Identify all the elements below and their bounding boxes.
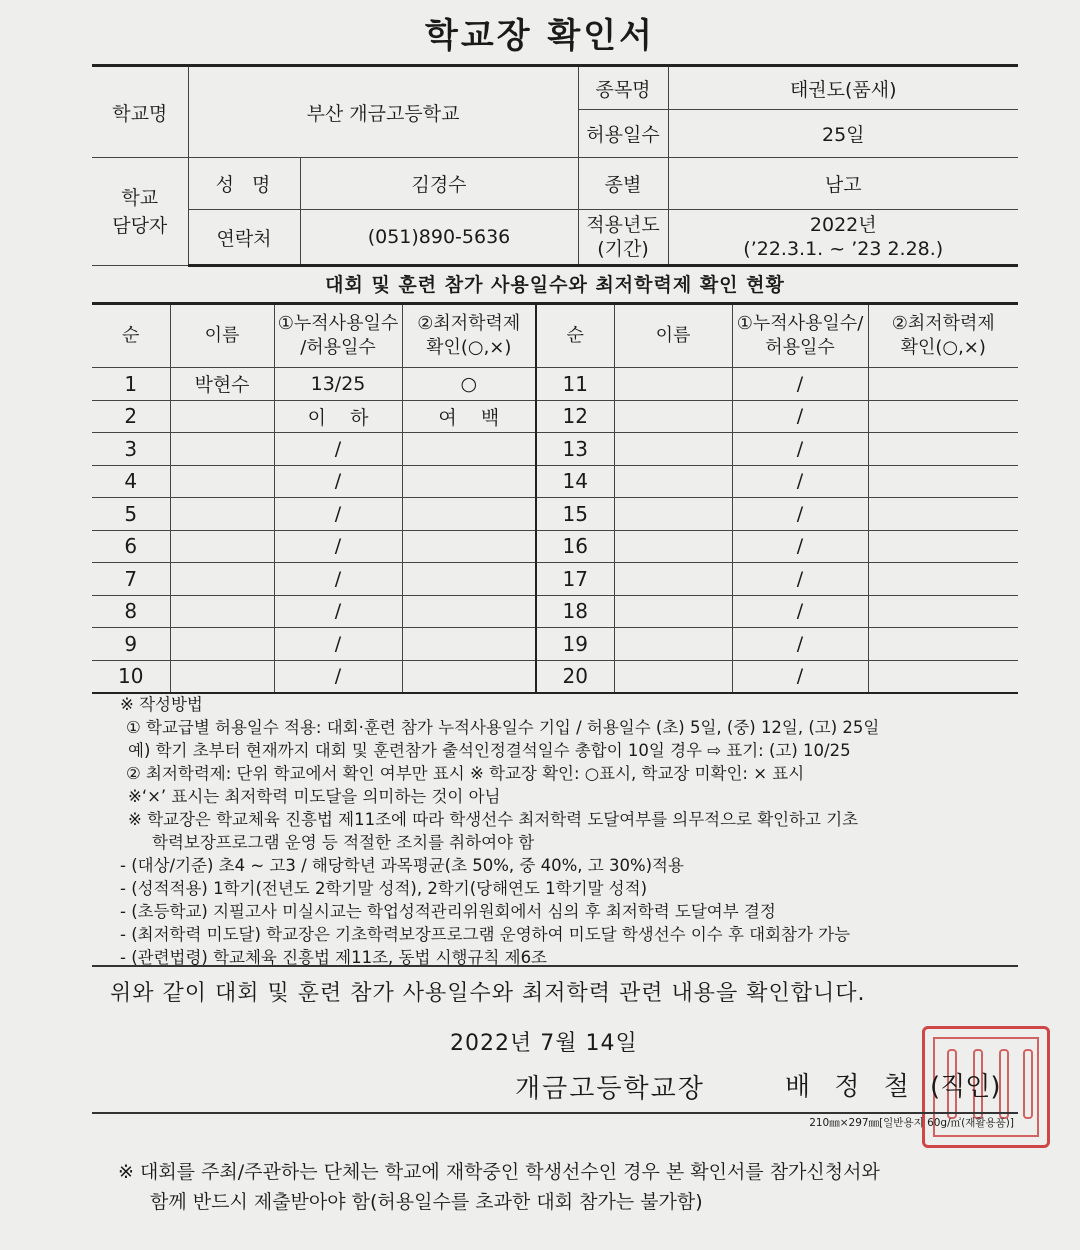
cell-check-right <box>868 530 1018 563</box>
cell-name-right <box>614 628 732 661</box>
cell-name <box>170 498 274 531</box>
cell-name: 박현수 <box>170 368 274 401</box>
cell-no-right: 17 <box>536 563 614 596</box>
instruction-line: 학력보장프로그램 운영 등 적절한 조치를 취하여야 함 <box>152 833 535 852</box>
header-usage-right-line1: ①누적사용일수/ <box>736 312 864 334</box>
school-value: 부산 개금고등학교 <box>188 66 578 158</box>
header-check-line2: 확인(○,×) <box>426 337 512 358</box>
instruction-line: - (초등학교) 지필고사 미실시교는 학업성적관리위원회에서 심의 후 최저학력 도달여부 결정 <box>120 902 776 921</box>
seal-glyph <box>1023 1049 1033 1119</box>
cell-no-right: 12 <box>536 400 614 433</box>
table-row <box>92 465 1018 498</box>
contact-value: (051)890-5636 <box>300 210 578 266</box>
cell-check <box>402 433 536 466</box>
table-row <box>92 400 1018 433</box>
cell-usage-right: / <box>732 400 868 433</box>
header-usage <box>274 304 402 368</box>
cell-usage: / <box>274 498 402 531</box>
cell-no-right: 11 <box>536 368 614 401</box>
cell-check-right <box>868 595 1018 628</box>
header-check-right-line1: ②최저학력제 <box>891 312 995 334</box>
cell-no: 1 <box>92 368 170 401</box>
cell-no-right: 13 <box>536 433 614 466</box>
footer-note <box>118 1157 1018 1217</box>
instruction-line: ※ 작성방법 <box>120 695 203 714</box>
staff-label: 학교 담당자 <box>92 158 188 266</box>
cell-check-right <box>868 400 1018 433</box>
cell-name-right <box>614 498 732 531</box>
instruction-line: - (대상/기준) 초4 ~ 고3 / 해당학년 과목평균(초 50%, 중 40%, 고 30%)적용 <box>120 856 684 875</box>
cell-check-right <box>868 498 1018 531</box>
cell-no: 4 <box>92 465 170 498</box>
cell-check-right <box>868 628 1018 661</box>
cell-usage-right: / <box>732 628 868 661</box>
header-no-right: 순 <box>536 304 614 368</box>
roster-table <box>92 302 1018 694</box>
cell-check <box>402 465 536 498</box>
cell-no-right: 14 <box>536 465 614 498</box>
cell-check: 여 백 <box>402 400 536 433</box>
cell-usage: / <box>274 433 402 466</box>
header-no: 순 <box>92 304 170 368</box>
principal-title: 개금고등학교장 <box>515 1074 705 1104</box>
cell-check-right <box>868 465 1018 498</box>
cell-no: 9 <box>92 628 170 661</box>
table-row <box>92 530 1018 563</box>
table-row <box>92 433 1018 466</box>
cell-usage: / <box>274 628 402 661</box>
cell-usage-right: / <box>732 368 868 401</box>
year-label <box>578 210 668 266</box>
cell-check-right <box>868 433 1018 466</box>
table-row <box>92 628 1018 661</box>
cell-name <box>170 628 274 661</box>
cell-check-right <box>868 660 1018 693</box>
seal-label: (직인) <box>930 1072 1001 1102</box>
cell-check-right <box>868 368 1018 401</box>
cell-name <box>170 530 274 563</box>
divider-line <box>92 965 1018 967</box>
paper-spec: 210㎜×297㎜[일반용지 60g/㎡(재활용품)] <box>809 1117 1014 1129</box>
header-usage-line1: ①누적사용일수 <box>277 312 399 334</box>
year-label-line2: (기간) <box>597 238 649 260</box>
instruction-line: ※‘×’ 표시는 최저학력 미도달을 의미하는 것이 아님 <box>128 787 501 806</box>
page-title: 학교장 확인서 <box>425 16 655 56</box>
cell-check <box>402 628 536 661</box>
cell-name <box>170 660 274 693</box>
cell-no-right: 16 <box>536 530 614 563</box>
cell-usage: / <box>274 465 402 498</box>
footer-line-1: ※ 대회를 주최/주관하는 단체는 학교에 재학중인 학생선수인 경우 본 확인서를 참가신청서와 <box>118 1161 880 1183</box>
cell-name-right <box>614 465 732 498</box>
year-label-line1: 적용년도 <box>586 214 660 236</box>
cell-usage-right: / <box>732 433 868 466</box>
header-usage-line2: /허용일수 <box>300 337 376 358</box>
cell-usage-right: / <box>732 595 868 628</box>
cell-check-right <box>868 563 1018 596</box>
cell-name <box>170 595 274 628</box>
name-value: 김경수 <box>300 158 578 210</box>
event-value: 태권도(품새) <box>668 66 1018 110</box>
cell-check <box>402 595 536 628</box>
cell-name-right <box>614 530 732 563</box>
cell-no: 6 <box>92 530 170 563</box>
instruction-line: ② 최저학력제: 단위 학교에서 확인 여부만 표시 ※ 학교장 확인: ○표시, 학교장 미확인: × 표시 <box>126 764 805 783</box>
table-row <box>92 498 1018 531</box>
allowed-label: 허용일수 <box>578 110 668 158</box>
year-value-line2: (’22.3.1. ~ ’23 2.28.) <box>743 238 944 260</box>
cell-name <box>170 400 274 433</box>
cell-no: 8 <box>92 595 170 628</box>
instruction-line: ① 학교급별 허용일수 적용: 대회·훈련 참가 누적사용일수 기입 / 허용일수 (초) 5일, (중) 12일, (고) 25일 <box>126 718 880 737</box>
cell-check <box>402 498 536 531</box>
cell-usage-right: / <box>732 660 868 693</box>
gender-label: 종별 <box>578 158 668 210</box>
cell-usage: / <box>274 530 402 563</box>
header-usage-right-line2: 허용일수 <box>765 337 835 358</box>
cell-no-right: 15 <box>536 498 614 531</box>
cell-usage: / <box>274 660 402 693</box>
school-label: 학교명 <box>92 66 188 158</box>
cell-check <box>402 660 536 693</box>
cell-name-right <box>614 400 732 433</box>
cell-no-right: 20 <box>536 660 614 693</box>
header-check-right-line2: 확인(○,×) <box>900 337 986 358</box>
footer-line-2: 함께 반드시 제출받아야 함(허용일수를 초과한 대회 참가는 불가함) <box>150 1191 703 1213</box>
cell-no: 2 <box>92 400 170 433</box>
cell-check <box>402 530 536 563</box>
cell-usage: / <box>274 563 402 596</box>
cell-no-right: 18 <box>536 595 614 628</box>
event-label: 종목명 <box>578 66 668 110</box>
header-check-right <box>868 304 1018 368</box>
cell-usage: 13/25 <box>274 368 402 401</box>
info-table <box>92 64 1018 267</box>
cell-no: 10 <box>92 660 170 693</box>
cell-usage-right: / <box>732 465 868 498</box>
cell-usage: / <box>274 595 402 628</box>
instructions <box>100 693 1020 969</box>
cell-usage-right: / <box>732 498 868 531</box>
cell-check: ○ <box>402 368 536 401</box>
table-row <box>92 595 1018 628</box>
cell-no: 7 <box>92 563 170 596</box>
confirmation-statement: 위와 같이 대회 및 훈련 참가 사용일수와 최저학력 관련 내용을 확인합니다. <box>110 981 866 1006</box>
instruction-line: - (관련법령) 학교체육 진흥법 제11조, 동법 시행규칙 제6조 <box>120 948 547 967</box>
instruction-line: 예) 학기 초부터 현재까지 대회 및 훈련참가 출석인정결석일수 총합이 10일 경우 ⇨ 표기: (고) 10/25 <box>128 741 851 760</box>
gender-value: 남고 <box>668 158 1018 210</box>
name-label: 성 명 <box>188 158 300 210</box>
cell-no: 3 <box>92 433 170 466</box>
principal-name: 배 정 철 <box>785 1072 917 1102</box>
cell-usage-right: / <box>732 563 868 596</box>
table-row <box>92 368 1018 401</box>
header-usage-right <box>732 304 868 368</box>
cell-name <box>170 433 274 466</box>
cell-name-right <box>614 433 732 466</box>
cell-name <box>170 465 274 498</box>
instruction-line: - (최저학력 미도달) 학교장은 기초학력보장프로그램 운영하여 미도달 학생선수 이수 후 대회참가 가능 <box>120 925 851 944</box>
header-name: 이름 <box>170 304 274 368</box>
instruction-line: ※ 학교장은 학교체육 진흥법 제11조에 따라 학생선수 최저학력 도달여부를 의무적으로 확인하고 기초 <box>128 810 859 829</box>
cell-name-right <box>614 660 732 693</box>
cell-no-right: 19 <box>536 628 614 661</box>
instruction-line: - (성적적용) 1학기(전년도 2학기말 성적), 2학기(당해연도 1학기말 성적) <box>120 879 648 898</box>
allowed-value: 25일 <box>668 110 1018 158</box>
table-row <box>92 563 1018 596</box>
contact-label: 연락처 <box>188 210 300 266</box>
cell-name-right <box>614 563 732 596</box>
header-check <box>402 304 536 368</box>
year-value <box>668 210 1018 266</box>
cell-name-right <box>614 368 732 401</box>
cell-usage: 이 하 <box>274 400 402 433</box>
section-title: 대회 및 훈련 참가 사용일수와 최저학력제 확인 현황 <box>325 274 785 296</box>
cell-no: 5 <box>92 498 170 531</box>
header-name-right: 이름 <box>614 304 732 368</box>
paper-divider <box>92 1112 1018 1114</box>
cell-usage-right: / <box>732 530 868 563</box>
header-check-line1: ②최저학력제 <box>417 312 521 334</box>
year-value-line1: 2022년 <box>809 214 877 236</box>
cell-check <box>402 563 536 596</box>
issue-date: 2022년 7월 14일 <box>450 1031 638 1056</box>
cell-name-right <box>614 595 732 628</box>
table-row <box>92 660 1018 693</box>
cell-name <box>170 563 274 596</box>
